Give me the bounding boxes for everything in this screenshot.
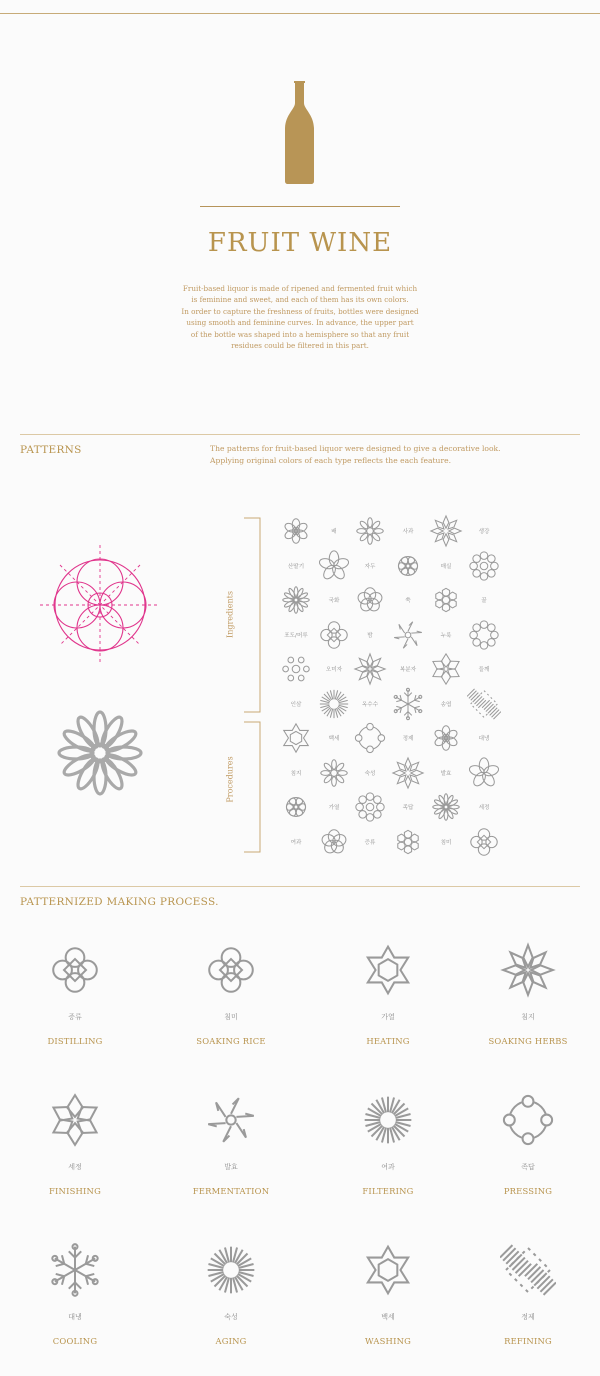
pattern-icon bbox=[391, 687, 425, 721]
process-korean-label: 정제 bbox=[521, 1313, 535, 1321]
pattern-label: 오미자 bbox=[325, 667, 343, 673]
intro-line: In order to capture the freshness of fruits, bottles were designed bbox=[181, 306, 419, 316]
process-item bbox=[328, 1080, 448, 1196]
pattern-label: 족답 bbox=[402, 805, 414, 811]
process-english-label: FINISHING bbox=[49, 1186, 101, 1196]
pattern-icon bbox=[353, 583, 387, 617]
pattern-label: 침지 bbox=[290, 770, 302, 777]
pattern-icon bbox=[279, 514, 313, 548]
pattern-construction-diagram bbox=[40, 545, 160, 665]
pattern-label: 자두 bbox=[364, 563, 376, 570]
pattern-icon bbox=[391, 756, 425, 790]
pattern-icon bbox=[317, 618, 351, 652]
process-english-label: COOLING bbox=[52, 1336, 98, 1346]
pattern-label: 매실 bbox=[440, 563, 452, 570]
pattern-icon bbox=[467, 825, 501, 859]
desc-line: Applying original colors of each type reflects the each feature. bbox=[210, 456, 451, 465]
pattern-label: 포도/머루 bbox=[284, 632, 308, 639]
filtering-icon bbox=[360, 1092, 416, 1148]
pattern-icon bbox=[317, 687, 351, 721]
process-korean-label: 세정 bbox=[68, 1163, 82, 1171]
pattern-icon bbox=[279, 721, 313, 755]
procedures-label: Procedures bbox=[225, 756, 235, 803]
pattern-label: 인삼 bbox=[290, 701, 302, 708]
patterns-description bbox=[210, 443, 570, 467]
pattern-icon bbox=[429, 514, 463, 548]
pattern-label: 백세 bbox=[328, 736, 340, 742]
pattern-icon bbox=[429, 790, 463, 824]
pattern-icon bbox=[467, 756, 501, 790]
process-english-label: AGING bbox=[215, 1336, 247, 1346]
process-item bbox=[15, 1080, 135, 1196]
pattern-icon bbox=[467, 549, 501, 583]
pattern-label: 밤 bbox=[367, 632, 373, 639]
process-korean-label: 백세 bbox=[381, 1313, 395, 1321]
pattern-label: 대냉 bbox=[478, 736, 490, 742]
soaking-rice-icon bbox=[203, 942, 259, 998]
page-title: FRUIT WINE bbox=[207, 228, 393, 258]
pattern-label: 증류 bbox=[364, 839, 376, 846]
process-english-label: WASHING bbox=[364, 1336, 411, 1346]
intro-line: of the bottle was shaped into a hemisphere so that any fruit bbox=[190, 329, 410, 339]
distilling-icon bbox=[47, 942, 103, 998]
pattern-grid bbox=[270, 512, 510, 857]
pattern-label: 옥수수 bbox=[361, 701, 379, 708]
process-english-label: FERMENTATION bbox=[192, 1186, 270, 1196]
washing-icon bbox=[360, 1242, 416, 1298]
pattern-label: 사과 bbox=[402, 529, 414, 535]
flower-pattern-icon bbox=[52, 705, 148, 801]
grid-brackets bbox=[236, 516, 266, 856]
process-korean-label: 가열 bbox=[381, 1013, 395, 1021]
heating-icon bbox=[360, 942, 416, 998]
pattern-label: 침미 bbox=[440, 839, 452, 846]
process-korean-label: 족답 bbox=[521, 1163, 535, 1171]
process-korean-label: 숙성 bbox=[224, 1313, 238, 1321]
pattern-label: 송엽 bbox=[440, 701, 452, 708]
top-rule bbox=[0, 13, 600, 14]
pattern-label: 들깨 bbox=[478, 667, 490, 673]
cooling-icon bbox=[47, 1242, 103, 1298]
pattern-icon bbox=[391, 825, 425, 859]
process-english-label: REFINING bbox=[504, 1336, 552, 1346]
section-divider bbox=[20, 434, 580, 435]
pattern-icon bbox=[467, 618, 501, 652]
pattern-label: 세정 bbox=[478, 805, 490, 811]
process-item bbox=[468, 1080, 588, 1196]
pattern-label: 배 bbox=[331, 529, 337, 535]
process-item bbox=[171, 1080, 291, 1196]
pattern-label: 복분자 bbox=[399, 667, 417, 673]
process-korean-label: 침미 bbox=[224, 1013, 238, 1021]
process-item bbox=[468, 1230, 588, 1346]
process-english-label: SOAKING HERBS bbox=[488, 1036, 568, 1046]
ingredients-label: Ingredients bbox=[225, 591, 235, 638]
intro-line: using smooth and feminine curves. In advance, the upper part bbox=[186, 318, 414, 328]
pattern-icon bbox=[429, 583, 463, 617]
pattern-icon bbox=[429, 721, 463, 755]
process-item bbox=[171, 1230, 291, 1346]
process-item bbox=[15, 1230, 135, 1346]
pattern-icon bbox=[279, 583, 313, 617]
pattern-label: 생강 bbox=[478, 529, 490, 535]
process-korean-label: 대냉 bbox=[68, 1313, 82, 1321]
process-english-label: PRESSING bbox=[503, 1186, 553, 1196]
pattern-label: 국화 bbox=[328, 598, 340, 604]
pattern-label: 정제 bbox=[402, 736, 414, 742]
intro-line: residues could be filtered in this part. bbox=[231, 341, 369, 351]
pressing-icon bbox=[500, 1092, 556, 1148]
process-item bbox=[171, 930, 291, 1046]
pattern-icon bbox=[317, 549, 351, 583]
pattern-label: 쑥 bbox=[405, 598, 411, 604]
pattern-label: 누룩 bbox=[440, 632, 452, 639]
pattern-label: 가열 bbox=[328, 805, 340, 811]
process-korean-label: 증류 bbox=[68, 1013, 82, 1021]
finishing-icon bbox=[47, 1092, 103, 1148]
pattern-icon bbox=[279, 652, 313, 686]
pattern-icon bbox=[317, 825, 351, 859]
pattern-icon bbox=[353, 790, 387, 824]
intro-line: is feminine and sweet, and each of them has its own colors. bbox=[191, 295, 409, 305]
process-english-label: SOAKING RICE bbox=[196, 1036, 266, 1046]
process-title: PATTERNIZED MAKING PROCESS. bbox=[20, 896, 219, 908]
aging-icon bbox=[203, 1242, 259, 1298]
pattern-label: 산딸기 bbox=[287, 563, 305, 570]
fermentation-icon bbox=[203, 1092, 259, 1148]
pattern-icon bbox=[391, 618, 425, 652]
pattern-label: 꿀 bbox=[481, 598, 487, 604]
pattern-icon bbox=[391, 549, 425, 583]
patterns-title: PATTERNS bbox=[20, 444, 82, 456]
intro-paragraph bbox=[170, 283, 430, 351]
process-korean-label: 여과 bbox=[381, 1163, 395, 1171]
pattern-icon bbox=[317, 756, 351, 790]
bottle-icon bbox=[280, 80, 320, 184]
process-korean-label: 발효 bbox=[224, 1163, 238, 1171]
title-rule bbox=[200, 206, 400, 207]
process-item bbox=[468, 930, 588, 1046]
pattern-icon bbox=[279, 790, 313, 824]
desc-line: The patterns for fruit-based liquor were designed to give a decorative look. bbox=[210, 444, 501, 453]
process-item bbox=[328, 930, 448, 1046]
soaking-herbs-icon bbox=[500, 942, 556, 998]
pattern-icon bbox=[429, 652, 463, 686]
process-item bbox=[15, 930, 135, 1046]
intro-line: Fruit-based liquor is made of ripened and fermented fruit which bbox=[182, 284, 418, 293]
pattern-icon bbox=[353, 514, 387, 548]
pattern-icon bbox=[353, 721, 387, 755]
pattern-label: 발효 bbox=[440, 770, 452, 777]
process-korean-label: 침지 bbox=[521, 1013, 535, 1021]
pattern-icon bbox=[353, 652, 387, 686]
pattern-label: 숙성 bbox=[364, 770, 376, 777]
process-item bbox=[328, 1230, 448, 1346]
pattern-icon bbox=[467, 687, 501, 721]
process-english-label: HEATING bbox=[366, 1036, 410, 1046]
section-divider bbox=[20, 886, 580, 887]
process-grid bbox=[0, 930, 600, 1360]
pattern-label: 여과 bbox=[290, 839, 302, 846]
process-english-label: DISTILLING bbox=[47, 1036, 103, 1046]
refining-icon bbox=[500, 1242, 556, 1298]
process-english-label: FILTERING bbox=[362, 1186, 414, 1196]
